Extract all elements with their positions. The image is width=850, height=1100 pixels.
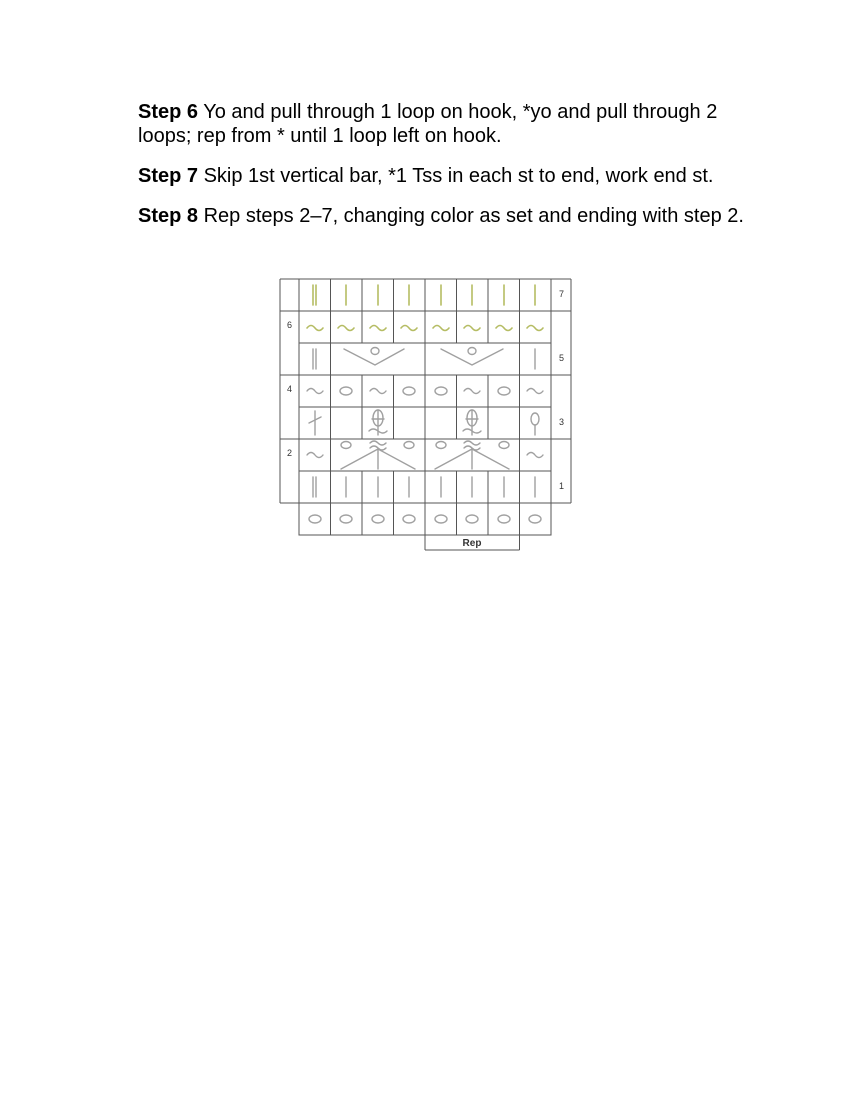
chart-grid	[280, 279, 571, 550]
step-text: Yo and pull through 1 loop on hook, *yo and pull through 2 loops; rep from * until 1 loop left on hook.	[138, 101, 718, 147]
step-text: Skip 1st vertical bar, *1 Tss in each st to end, work end st.	[203, 165, 714, 187]
row-number-6: 6	[287, 320, 293, 330]
row-3-symbols	[309, 410, 539, 435]
stitch-chart-svg	[278, 277, 574, 555]
step-6	[138, 100, 758, 148]
row-number-2: 2	[287, 448, 293, 458]
step-number: Step 8	[138, 205, 199, 227]
step-number: Step 7	[138, 165, 199, 187]
row-number-4: 4	[287, 384, 293, 394]
step-number: Step 6	[138, 101, 199, 123]
row-7-symbols	[313, 285, 535, 305]
row-number-5: 5	[559, 353, 565, 363]
step-7	[138, 164, 758, 188]
stitch-chart	[278, 277, 574, 555]
step-text: Rep steps 2–7, changing color as set and ending with step 2.	[203, 205, 744, 227]
row-number-1: 1	[559, 481, 565, 491]
row-number-7: 7	[559, 289, 565, 299]
row-5-symbols	[313, 348, 535, 370]
step-8	[138, 204, 758, 228]
row-number-3: 3	[559, 417, 565, 427]
row-1-symbols	[313, 477, 535, 497]
repeat-label: Rep	[462, 538, 482, 549]
instructions	[138, 100, 758, 244]
